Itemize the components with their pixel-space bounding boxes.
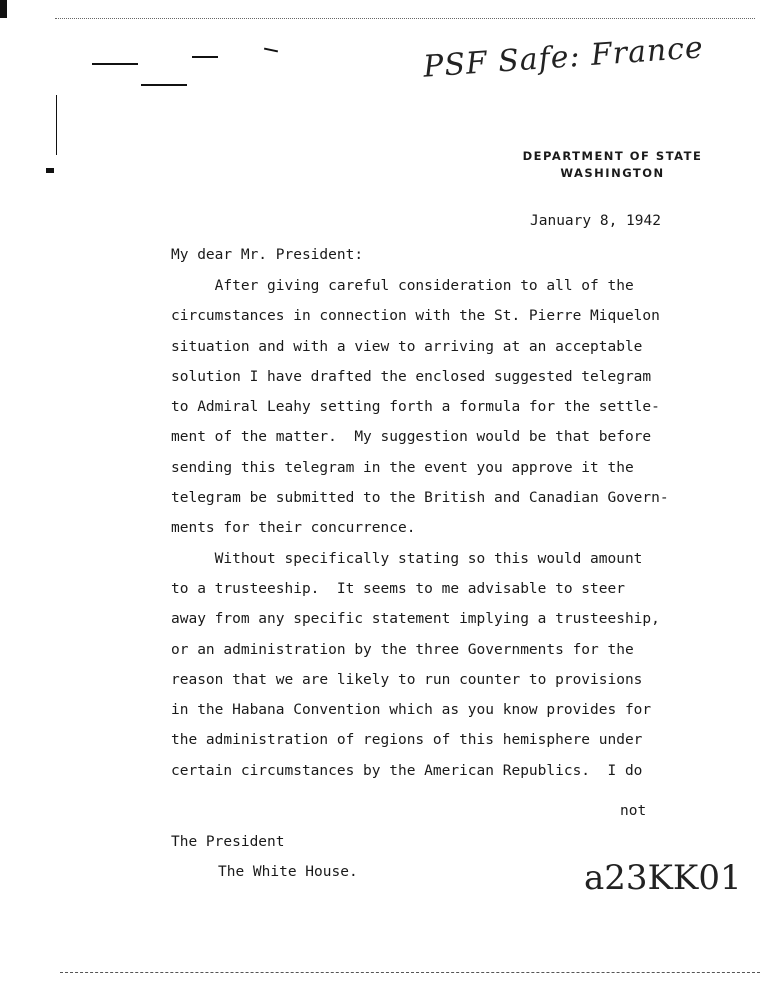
body-line: the administration of regions of this hemisphere under xyxy=(171,732,643,749)
body-line: ment of the matter. My suggestion would be that before xyxy=(171,429,652,446)
body-line: certain circumstances by the American Republics. I do xyxy=(171,762,643,779)
handwritten-file-number: a23KK01 xyxy=(584,858,742,898)
letterhead xyxy=(500,148,725,182)
letterhead-city: WASHINGTON xyxy=(560,166,665,180)
body-line: to Admiral Leahy setting forth a formula for the settle- xyxy=(171,399,660,416)
scan-bottom-rule xyxy=(60,972,760,973)
body-line: reason that we are likely to run counter to provisions xyxy=(171,671,643,688)
body-line: Without specifically stating so this would amount xyxy=(171,550,643,567)
scan-dash-3 xyxy=(141,84,187,86)
scan-dash-4 xyxy=(264,48,278,53)
scan-dash-1 xyxy=(92,63,138,65)
letter-date: January 8, 1942 xyxy=(530,213,661,229)
body-line: to a trusteeship. It seems to me advisable to steer xyxy=(171,580,625,597)
continuation-word: not xyxy=(620,803,647,819)
body-line: circumstances in connection with the St. Pierre Miquelon xyxy=(171,308,660,325)
scan-top-rule xyxy=(55,18,755,19)
scan-edge-mark xyxy=(0,0,7,18)
body-line: away from any specific statement implying a trusteeship, xyxy=(171,611,660,628)
scan-margin-tick xyxy=(46,168,54,173)
scan-margin-line xyxy=(56,95,57,155)
addressee-address: The White House. xyxy=(218,864,358,880)
body-line: After giving careful consideration to all of the xyxy=(171,278,634,294)
body-line: telegram be submitted to the British and Canadian Govern- xyxy=(171,490,669,507)
body-line: ments for their concurrence. xyxy=(171,520,416,537)
body-line: sending this telegram in the event you approve it the xyxy=(171,459,634,476)
body-line: solution I have drafted the enclosed suggested telegram xyxy=(171,368,652,385)
handwritten-file-note: PSF Safe: France xyxy=(422,30,705,85)
letter-body xyxy=(171,276,669,791)
body-line: or an administration by the three Governments for the xyxy=(171,641,634,658)
scan-dash-2 xyxy=(192,56,218,58)
addressee: The President xyxy=(171,834,285,850)
letterhead-department: DEPARTMENT OF STATE xyxy=(522,149,703,163)
body-line: in the Habana Convention which as you know provides for xyxy=(171,702,652,719)
body-line: situation and with a view to arriving at an acceptable xyxy=(171,338,643,355)
letter-salutation: My dear Mr. President: xyxy=(171,247,364,263)
